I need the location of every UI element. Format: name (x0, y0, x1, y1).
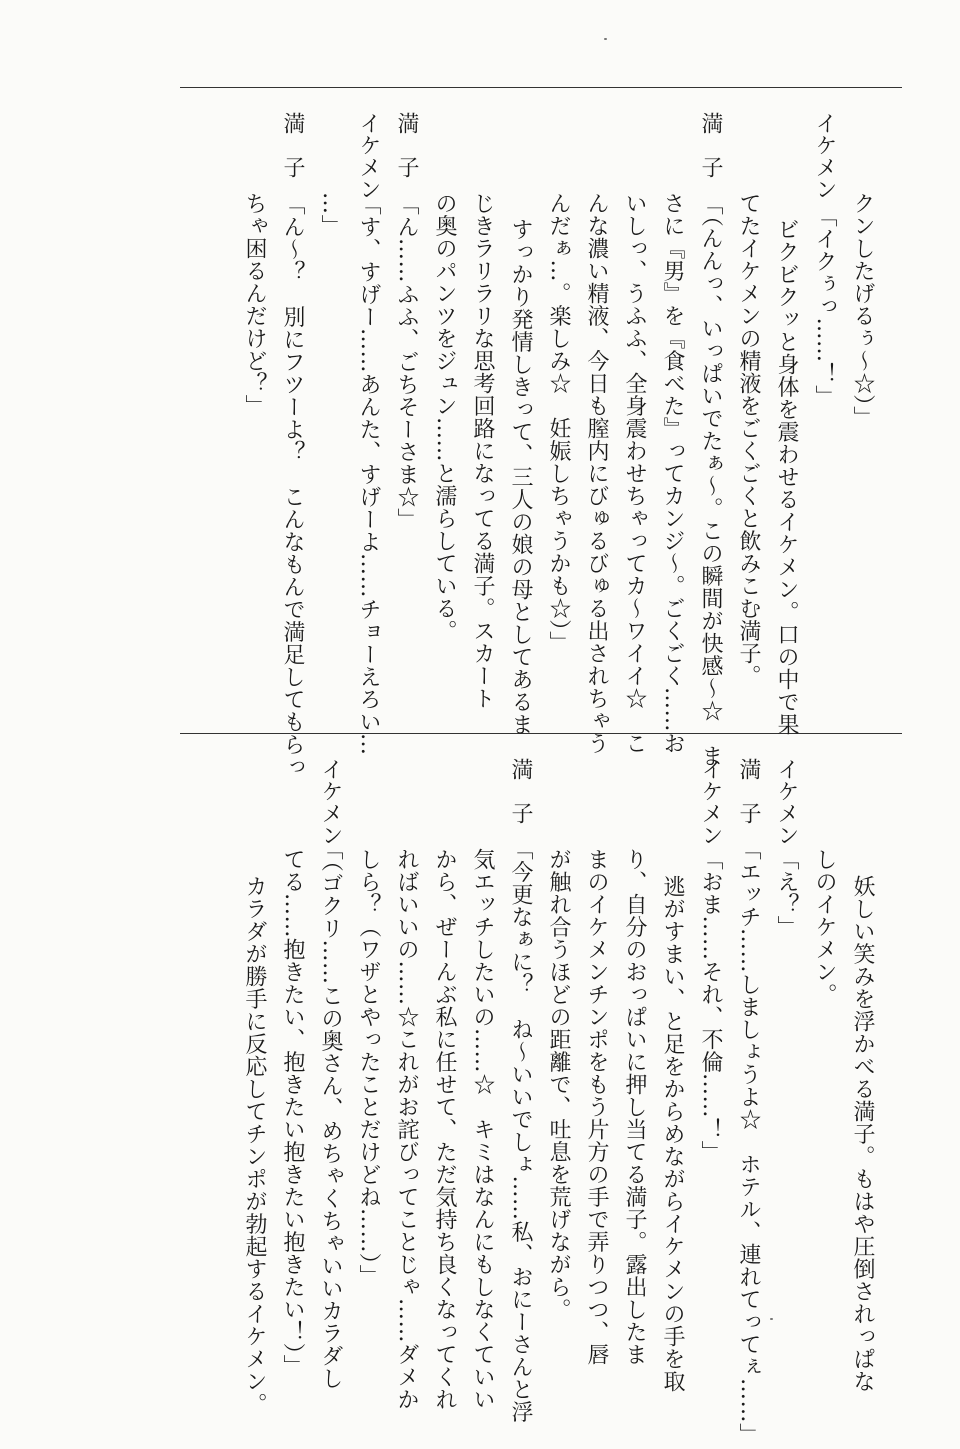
column-text: カラダが勝手に反応してチンポが勃起するイケメン。 (242, 875, 267, 1415)
text-column (729, 192, 767, 687)
column-text: が触れ合うほどの距離で、吐息を荒げながら。 (546, 848, 571, 1321)
text-column (805, 848, 843, 1006)
speaker-name: 満 子 (508, 758, 533, 824)
text-column (501, 218, 539, 736)
text-column (311, 192, 349, 237)
text-column (805, 205, 843, 408)
text-column (691, 193, 729, 767)
text-column (615, 848, 653, 1366)
speaker-name: イケメン (812, 112, 837, 200)
text-column (235, 875, 273, 1415)
text-column (843, 192, 881, 429)
column-text: 「ん〜？ 別にフツーよ？ こんなもんで満足してもらっ (280, 193, 305, 778)
speaker-name: イケメン (318, 758, 343, 846)
speaker-label (729, 758, 767, 824)
speaker-name: イケメン (774, 758, 799, 846)
column-text: てたイケメンの精液をごくごくと飲みこむ満子。 (736, 192, 761, 687)
column-text: の奥のパンツをジュン……と濡らしている。 (432, 192, 457, 642)
column-text: んだぁ…。楽しみ☆ 妊娠しちゃうかも☆）」 (546, 192, 571, 654)
text-column (425, 848, 463, 1411)
text-column (273, 193, 311, 778)
speaker-name: イケメン (356, 112, 381, 200)
text-column (767, 218, 805, 736)
column-text: 「（ゴクリ……この奥さん、めちゃくちゃいいカラダし (318, 838, 343, 1390)
column-text: 「エッチ……しましょうよ☆ ホテル、連れてってぇ……」 (736, 838, 761, 1446)
column-text: ビクビクッと身体を震わせるイケメン。口の中で果 (774, 218, 799, 736)
column-text: 気エッチしたいの……☆ キミはなんにもしなくていい (470, 848, 495, 1411)
speaker-name: 満 子 (394, 112, 419, 178)
text-column (539, 192, 577, 654)
column-text: 逃がすまい、と足をからめながらイケメンの手を取 (660, 875, 685, 1393)
column-text: んな濃い精液、今日も膣内にびゅるびゅる出されちゃう (584, 192, 609, 755)
speaker-label (805, 112, 843, 200)
text-column (843, 875, 881, 1393)
text-column (235, 192, 273, 417)
speaker-name: 満 子 (698, 112, 723, 178)
column-text: 「今更なぁに？ ね〜いいでしょ……私、おにーさんと浮 (508, 838, 533, 1423)
text-column (501, 838, 539, 1423)
text-column (311, 838, 349, 1390)
column-text: 「（んんっ、いっぱいでたぁ〜。この瞬間が快感〜☆ ま (698, 193, 723, 767)
speaker-name: 満 子 (280, 112, 305, 178)
text-column (653, 875, 691, 1393)
text-column (273, 848, 311, 1377)
column-text: 「イクぅっ……！」 (812, 205, 837, 408)
text-column (425, 192, 463, 642)
text-column (615, 192, 653, 755)
column-text: ちゃ困るんだけど？」 (242, 192, 267, 417)
text-column (577, 192, 615, 755)
text-column (387, 848, 425, 1411)
speaker-label (691, 758, 729, 846)
speaker-label (501, 758, 539, 824)
column-text: すっかり発情しきって、三人の娘の母としてあるま (508, 218, 533, 736)
column-text: しのイケメン。 (812, 848, 837, 1006)
speck-mark (770, 1318, 773, 1320)
text-column (463, 192, 501, 710)
speaker-label (311, 758, 349, 846)
column-text: じきラリラリな思考回路になってる満子。スカート (470, 192, 495, 710)
column-text: 「ん……ふふ、ごちそーさま☆」 (394, 193, 419, 531)
column-text: ればいいの……☆これがお詫びってことじゃ……ダメか (394, 848, 419, 1411)
column-text: しら？（ワザとやったことだけどね……）」 (356, 848, 381, 1287)
text-column (767, 848, 805, 938)
text-column (349, 193, 387, 756)
top-rule (180, 87, 902, 88)
column-text: から、ぜーんぶ私に任せて、ただ気持ち良くなってくれ (432, 848, 457, 1411)
column-text: 「おま……それ、不倫……！」 (698, 848, 723, 1163)
text-column (691, 848, 729, 1163)
text-column (349, 848, 387, 1287)
column-text: さに『男』を『食べた』ってカンジ〜。ごくごく……お (660, 192, 685, 755)
column-text: …」 (318, 192, 343, 237)
column-text: 「す、すげー……あんた、すげーよ……チョーえろい… (356, 193, 381, 756)
text-column (387, 193, 425, 531)
column-text: クンしたげるぅ〜☆）」 (850, 192, 875, 429)
speaker-label (273, 112, 311, 178)
speck-mark (604, 38, 607, 40)
column-text: り、自分のおっぱいに押し当てる満子。露出したま (622, 848, 647, 1366)
speaker-label (691, 112, 729, 178)
text-column (653, 192, 691, 755)
speaker-label (349, 112, 387, 200)
speaker-label (387, 112, 425, 178)
column-text: てる……抱きたい、抱きたい抱きたい抱きたい！）」 (280, 848, 305, 1377)
text-column (463, 848, 501, 1411)
column-text: 妖しい笑みを浮かべる満子。もはや圧倒されっぱな (850, 875, 875, 1393)
speaker-name: 満 子 (736, 758, 761, 824)
speaker-name: イケメン (698, 758, 723, 846)
text-column (729, 838, 767, 1446)
text-column (577, 848, 615, 1366)
text-column (539, 848, 577, 1321)
column-text: いしっ、うふふ、全身震わせちゃってカ〜ワイイ☆ こ (622, 192, 647, 755)
speaker-label (767, 758, 805, 846)
column-text: 「え？」 (774, 848, 799, 938)
column-text: まのイケメンチンポをもう片方の手で弄りつつ、唇 (584, 848, 609, 1366)
